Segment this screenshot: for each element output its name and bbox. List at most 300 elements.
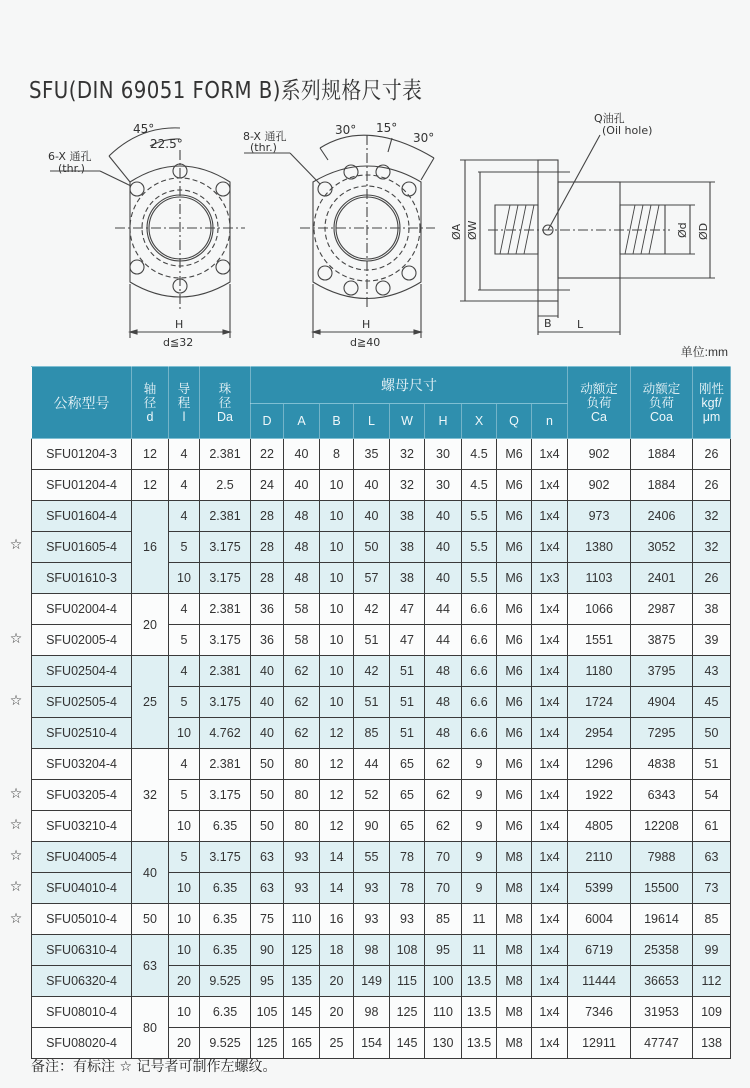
- cell-q: M8: [497, 904, 532, 935]
- cell-n: 1x4: [532, 594, 568, 625]
- cell-a: 125: [284, 935, 320, 966]
- cell-k: 61: [693, 811, 731, 842]
- cell-b: 16: [320, 904, 354, 935]
- table-row: [32, 935, 731, 966]
- svg-text:(Oil hole): (Oil hole): [602, 124, 653, 137]
- cell-a: 58: [284, 625, 320, 656]
- svg-text:d≦32: d≦32: [163, 336, 194, 349]
- star-icon: ☆: [9, 629, 23, 646]
- cell-w: 51: [390, 687, 425, 718]
- footnote: 备注：有标注 ☆ 记号者可制作左螺纹。: [31, 1059, 277, 1075]
- cell-da: 6.35: [200, 873, 251, 904]
- cell-q: M6: [497, 439, 532, 470]
- model-cell: SFU04010-4: [32, 873, 132, 904]
- svg-text:(thr.): (thr.): [58, 162, 85, 175]
- cell-d: 36: [251, 625, 284, 656]
- cell-k: 54: [693, 780, 731, 811]
- model-cell: SFU01610-3: [32, 563, 132, 594]
- star-icon: ☆: [9, 878, 23, 895]
- cell-l: 51: [354, 625, 390, 656]
- cell-coa: 25358: [631, 935, 693, 966]
- star-icon: ☆: [9, 816, 23, 833]
- cell-ca: 7346: [568, 997, 631, 1028]
- cell-d: 50: [251, 811, 284, 842]
- header-D: D: [251, 404, 284, 439]
- cell-x: 9: [462, 780, 497, 811]
- cell-coa: 4838: [631, 749, 693, 780]
- svg-text:30°: 30°: [335, 123, 357, 137]
- cell-h: 30: [425, 470, 462, 501]
- cell-w: 32: [390, 470, 425, 501]
- cell-d: 40: [251, 687, 284, 718]
- svg-text:ØW: ØW: [466, 220, 479, 240]
- cell-coa: 1884: [631, 439, 693, 470]
- cell-n: 1x4: [532, 1028, 568, 1059]
- cell-k: 138: [693, 1028, 731, 1059]
- cell-b: 18: [320, 935, 354, 966]
- cell-da: 6.35: [200, 811, 251, 842]
- cell-q: M6: [497, 625, 532, 656]
- header-Q: Q: [497, 404, 532, 439]
- cell-n: 1x4: [532, 439, 568, 470]
- cell-d: 50: [251, 780, 284, 811]
- cell-k: 38: [693, 594, 731, 625]
- cell-l: 5: [169, 687, 200, 718]
- cell-coa: 3795: [631, 656, 693, 687]
- cell-n: 1x4: [532, 718, 568, 749]
- star-icon: ☆: [9, 536, 23, 553]
- cell-w: 51: [390, 718, 425, 749]
- cell-q: M6: [497, 780, 532, 811]
- cell-ca: 1551: [568, 625, 631, 656]
- cell-w: 38: [390, 532, 425, 563]
- cell-ca: 1922: [568, 780, 631, 811]
- cell-l: 98: [354, 997, 390, 1028]
- cell-q: M6: [497, 718, 532, 749]
- cell-coa: 6343: [631, 780, 693, 811]
- model-cell: SFU02504-4: [32, 656, 132, 687]
- cell-a: 48: [284, 563, 320, 594]
- cell-w: 108: [390, 935, 425, 966]
- cell-n: 1x4: [532, 501, 568, 532]
- cell-x: 6.6: [462, 594, 497, 625]
- cell-l: 44: [354, 749, 390, 780]
- header-static-load: 动额定 负荷 Coa: [631, 367, 693, 439]
- cell-l: 10: [169, 563, 200, 594]
- model-cell: SFU06320-4: [32, 966, 132, 997]
- header-H: H: [425, 404, 462, 439]
- cell-w: 78: [390, 842, 425, 873]
- cell-w: 65: [390, 811, 425, 842]
- header-rigidity: 刚性 kgf/ μm: [693, 367, 731, 439]
- cell-l: 149: [354, 966, 390, 997]
- cell-l: 35: [354, 439, 390, 470]
- cell-d: 40: [251, 656, 284, 687]
- cell-ca: 1380: [568, 532, 631, 563]
- table-row: [32, 656, 731, 687]
- cell-x: 9: [462, 749, 497, 780]
- cell-l: 5: [169, 780, 200, 811]
- cell-da: 3.175: [200, 687, 251, 718]
- diagrams: [0, 110, 750, 350]
- cell-l: 85: [354, 718, 390, 749]
- cell-l: 4: [169, 439, 200, 470]
- cell-coa: 2987: [631, 594, 693, 625]
- cell-b: 10: [320, 656, 354, 687]
- cell-l: 51: [354, 687, 390, 718]
- cell-b: 10: [320, 501, 354, 532]
- dimension-drawings: [0, 110, 750, 350]
- table-row: [32, 749, 731, 780]
- cell-q: M6: [497, 656, 532, 687]
- cell-h: 130: [425, 1028, 462, 1059]
- cell-k: 26: [693, 470, 731, 501]
- header-X: X: [462, 404, 497, 439]
- star-icon: ☆: [9, 691, 23, 708]
- cell-n: 1x4: [532, 842, 568, 873]
- header-shaft-dia: 轴 径 d: [132, 367, 169, 439]
- cell-l: 42: [354, 594, 390, 625]
- cell-q: M6: [497, 470, 532, 501]
- svg-text:45°: 45°: [133, 122, 155, 136]
- model-cell: SFU08020-4: [32, 1028, 132, 1059]
- cell-b: 10: [320, 470, 354, 501]
- cell-w: 38: [390, 501, 425, 532]
- cell-ca: 1724: [568, 687, 631, 718]
- cell-h: 48: [425, 718, 462, 749]
- cell-l: 10: [169, 935, 200, 966]
- cell-coa: 3875: [631, 625, 693, 656]
- cell-n: 1x4: [532, 749, 568, 780]
- cell-da: 2.381: [200, 656, 251, 687]
- model-cell: SFU05010-4: [32, 904, 132, 935]
- cell-k: 51: [693, 749, 731, 780]
- cell-da: 2.381: [200, 749, 251, 780]
- cell-a: 80: [284, 780, 320, 811]
- cell-x: 9: [462, 842, 497, 873]
- cell-l: 10: [169, 811, 200, 842]
- cell-ca: 2954: [568, 718, 631, 749]
- cell-ca: 1066: [568, 594, 631, 625]
- cell-h: 62: [425, 749, 462, 780]
- cell-k: 39: [693, 625, 731, 656]
- cell-w: 38: [390, 563, 425, 594]
- cell-b: 10: [320, 594, 354, 625]
- cell-n: 1x4: [532, 780, 568, 811]
- header-ball-dia: 珠 径 Da: [200, 367, 251, 439]
- cell-d: 63: [251, 873, 284, 904]
- cell-d: 28: [251, 563, 284, 594]
- unit-label: 单位:mm: [680, 345, 728, 359]
- cell-da: 2.5: [200, 470, 251, 501]
- header-L: L: [354, 404, 390, 439]
- cell-h: 40: [425, 563, 462, 594]
- cell-x: 9: [462, 811, 497, 842]
- shaft-dia-cell: 50: [132, 904, 169, 935]
- svg-text:H: H: [175, 318, 184, 331]
- cell-b: 20: [320, 997, 354, 1028]
- model-cell: SFU01604-4: [32, 501, 132, 532]
- cell-x: 11: [462, 904, 497, 935]
- cell-da: 9.525: [200, 1028, 251, 1059]
- cell-q: M8: [497, 966, 532, 997]
- shaft-dia-cell: 12: [132, 470, 169, 501]
- model-cell: SFU01605-4: [32, 532, 132, 563]
- cell-w: 65: [390, 780, 425, 811]
- cell-ca: 902: [568, 470, 631, 501]
- cell-h: 62: [425, 780, 462, 811]
- shaft-dia-cell: 40: [132, 842, 169, 904]
- cell-x: 11: [462, 935, 497, 966]
- cell-a: 40: [284, 470, 320, 501]
- cell-h: 48: [425, 687, 462, 718]
- cell-da: 3.175: [200, 532, 251, 563]
- cell-da: 3.175: [200, 842, 251, 873]
- cell-ca: 6004: [568, 904, 631, 935]
- cell-q: M6: [497, 687, 532, 718]
- header-model: 公称型号: [32, 367, 132, 439]
- model-cell: SFU06310-4: [32, 935, 132, 966]
- cell-n: 1x4: [532, 997, 568, 1028]
- cell-a: 48: [284, 532, 320, 563]
- cell-b: 10: [320, 625, 354, 656]
- cell-da: 4.762: [200, 718, 251, 749]
- cell-a: 62: [284, 718, 320, 749]
- cell-x: 6.6: [462, 656, 497, 687]
- cell-ca: 4805: [568, 811, 631, 842]
- cell-l: 154: [354, 1028, 390, 1059]
- cell-x: 5.5: [462, 501, 497, 532]
- cell-b: 8: [320, 439, 354, 470]
- cell-n: 1x4: [532, 687, 568, 718]
- cell-q: M8: [497, 873, 532, 904]
- model-cell: SFU08010-4: [32, 997, 132, 1028]
- model-cell: SFU03205-4: [32, 780, 132, 811]
- cell-q: M6: [497, 811, 532, 842]
- model-cell: SFU04005-4: [32, 842, 132, 873]
- cell-h: 100: [425, 966, 462, 997]
- cell-h: 62: [425, 811, 462, 842]
- cell-da: 6.35: [200, 997, 251, 1028]
- page-title: SFU(DIN 69051 FORM B)系列规格尺寸表: [29, 78, 423, 104]
- cell-l: 20: [169, 1028, 200, 1059]
- cell-b: 12: [320, 780, 354, 811]
- cell-n: 1x4: [532, 656, 568, 687]
- cell-k: 85: [693, 904, 731, 935]
- cell-da: 9.525: [200, 966, 251, 997]
- cell-l: 55: [354, 842, 390, 873]
- cell-coa: 15500: [631, 873, 693, 904]
- cell-k: 26: [693, 439, 731, 470]
- model-cell: SFU03204-4: [32, 749, 132, 780]
- cell-ca: 2110: [568, 842, 631, 873]
- cell-h: 70: [425, 873, 462, 904]
- cell-q: M8: [497, 997, 532, 1028]
- table-row: [32, 997, 731, 1028]
- header-A: A: [284, 404, 320, 439]
- svg-text:ØA: ØA: [450, 223, 463, 240]
- svg-text:L: L: [577, 318, 584, 331]
- svg-text:Q油孔: Q油孔: [594, 112, 625, 125]
- cell-l: 93: [354, 904, 390, 935]
- cell-l: 42: [354, 656, 390, 687]
- cell-x: 13.5: [462, 1028, 497, 1059]
- star-icon: ☆: [9, 785, 23, 802]
- cell-w: 47: [390, 625, 425, 656]
- cell-h: 40: [425, 501, 462, 532]
- cell-b: 14: [320, 842, 354, 873]
- cell-ca: 973: [568, 501, 631, 532]
- cell-w: 51: [390, 656, 425, 687]
- model-cell: SFU01204-4: [32, 470, 132, 501]
- flange-large-hole-label: 8-X 通孔: [243, 130, 287, 143]
- cell-da: 6.35: [200, 904, 251, 935]
- cell-b: 25: [320, 1028, 354, 1059]
- shaft-dia-cell: 20: [132, 594, 169, 656]
- cell-b: 14: [320, 873, 354, 904]
- cell-a: 93: [284, 842, 320, 873]
- cell-d: 28: [251, 532, 284, 563]
- cell-x: 9: [462, 873, 497, 904]
- cell-coa: 19614: [631, 904, 693, 935]
- shaft-dia-cell: 32: [132, 749, 169, 842]
- cell-a: 48: [284, 501, 320, 532]
- cell-l: 4: [169, 594, 200, 625]
- cell-l: 10: [169, 718, 200, 749]
- cell-d: 50: [251, 749, 284, 780]
- cell-w: 32: [390, 439, 425, 470]
- cell-ca: 1296: [568, 749, 631, 780]
- cell-x: 6.6: [462, 718, 497, 749]
- cell-a: 145: [284, 997, 320, 1028]
- svg-text:30°: 30°: [413, 131, 435, 145]
- header-lead: 导 程 l: [169, 367, 200, 439]
- cell-h: 70: [425, 842, 462, 873]
- model-cell: SFU02505-4: [32, 687, 132, 718]
- cell-n: 1x4: [532, 532, 568, 563]
- cell-k: 50: [693, 718, 731, 749]
- cell-coa: 2406: [631, 501, 693, 532]
- cell-h: 44: [425, 625, 462, 656]
- cell-a: 80: [284, 749, 320, 780]
- cell-b: 10: [320, 563, 354, 594]
- cell-k: 109: [693, 997, 731, 1028]
- table-row: [32, 904, 731, 935]
- shaft-dia-cell: 12: [132, 439, 169, 470]
- cell-ca: 902: [568, 439, 631, 470]
- shaft-dia-cell: 80: [132, 997, 169, 1059]
- table-row: [32, 501, 731, 532]
- cell-a: 62: [284, 687, 320, 718]
- cell-b: 10: [320, 532, 354, 563]
- cell-q: M6: [497, 749, 532, 780]
- model-cell: SFU02005-4: [32, 625, 132, 656]
- cell-da: 3.175: [200, 780, 251, 811]
- svg-text:H: H: [362, 318, 371, 331]
- cell-coa: 7988: [631, 842, 693, 873]
- cell-l: 52: [354, 780, 390, 811]
- flange-small-hole-label: 6-X 通孔: [48, 150, 92, 163]
- cell-d: 95: [251, 966, 284, 997]
- cell-a: 93: [284, 873, 320, 904]
- cell-ca: 1103: [568, 563, 631, 594]
- model-cell: SFU02510-4: [32, 718, 132, 749]
- header-nut-dimensions: 螺母尺寸: [251, 367, 568, 404]
- cell-q: M8: [497, 935, 532, 966]
- cell-l: 90: [354, 811, 390, 842]
- cell-x: 5.5: [462, 563, 497, 594]
- cell-n: 1x4: [532, 904, 568, 935]
- model-cell: SFU02004-4: [32, 594, 132, 625]
- cell-ca: 6719: [568, 935, 631, 966]
- cell-coa: 7295: [631, 718, 693, 749]
- cell-k: 73: [693, 873, 731, 904]
- cell-d: 40: [251, 718, 284, 749]
- cell-l: 5: [169, 625, 200, 656]
- cell-x: 4.5: [462, 439, 497, 470]
- cell-d: 28: [251, 501, 284, 532]
- svg-text:(thr.): (thr.): [250, 141, 277, 154]
- cell-h: 110: [425, 997, 462, 1028]
- cell-x: 13.5: [462, 997, 497, 1028]
- cell-k: 32: [693, 501, 731, 532]
- cell-b: 20: [320, 966, 354, 997]
- cell-w: 145: [390, 1028, 425, 1059]
- cell-k: 45: [693, 687, 731, 718]
- cell-x: 4.5: [462, 470, 497, 501]
- cell-k: 32: [693, 532, 731, 563]
- cell-d: 22: [251, 439, 284, 470]
- cell-d: 24: [251, 470, 284, 501]
- cell-l: 5: [169, 842, 200, 873]
- cell-coa: 36653: [631, 966, 693, 997]
- cell-w: 47: [390, 594, 425, 625]
- cell-da: 2.381: [200, 594, 251, 625]
- cell-a: 80: [284, 811, 320, 842]
- cell-coa: 12208: [631, 811, 693, 842]
- cell-k: 43: [693, 656, 731, 687]
- cell-x: 6.6: [462, 687, 497, 718]
- spec-table-body: [32, 439, 731, 1059]
- svg-text:15°: 15°: [376, 121, 398, 135]
- cell-l: 5: [169, 532, 200, 563]
- spec-table: [31, 366, 731, 1059]
- cell-d: 125: [251, 1028, 284, 1059]
- cell-l: 4: [169, 470, 200, 501]
- cell-ca: 5399: [568, 873, 631, 904]
- model-cell: SFU03210-4: [32, 811, 132, 842]
- cell-w: 93: [390, 904, 425, 935]
- cell-x: 5.5: [462, 532, 497, 563]
- cell-da: 3.175: [200, 563, 251, 594]
- header-dynamic-load: 动额定 负荷 Ca: [568, 367, 631, 439]
- cell-l: 40: [354, 501, 390, 532]
- cell-a: 58: [284, 594, 320, 625]
- cell-coa: 31953: [631, 997, 693, 1028]
- cell-ca: 12911: [568, 1028, 631, 1059]
- star-icon: ☆: [9, 909, 23, 926]
- shaft-dia-cell: 25: [132, 656, 169, 749]
- table-row: [32, 842, 731, 873]
- cell-coa: 3052: [631, 532, 693, 563]
- cell-x: 6.6: [462, 625, 497, 656]
- cell-l: 98: [354, 935, 390, 966]
- cell-n: 1x4: [532, 625, 568, 656]
- cell-n: 1x3: [532, 563, 568, 594]
- cell-l: 4: [169, 749, 200, 780]
- cell-da: 3.175: [200, 625, 251, 656]
- cell-a: 135: [284, 966, 320, 997]
